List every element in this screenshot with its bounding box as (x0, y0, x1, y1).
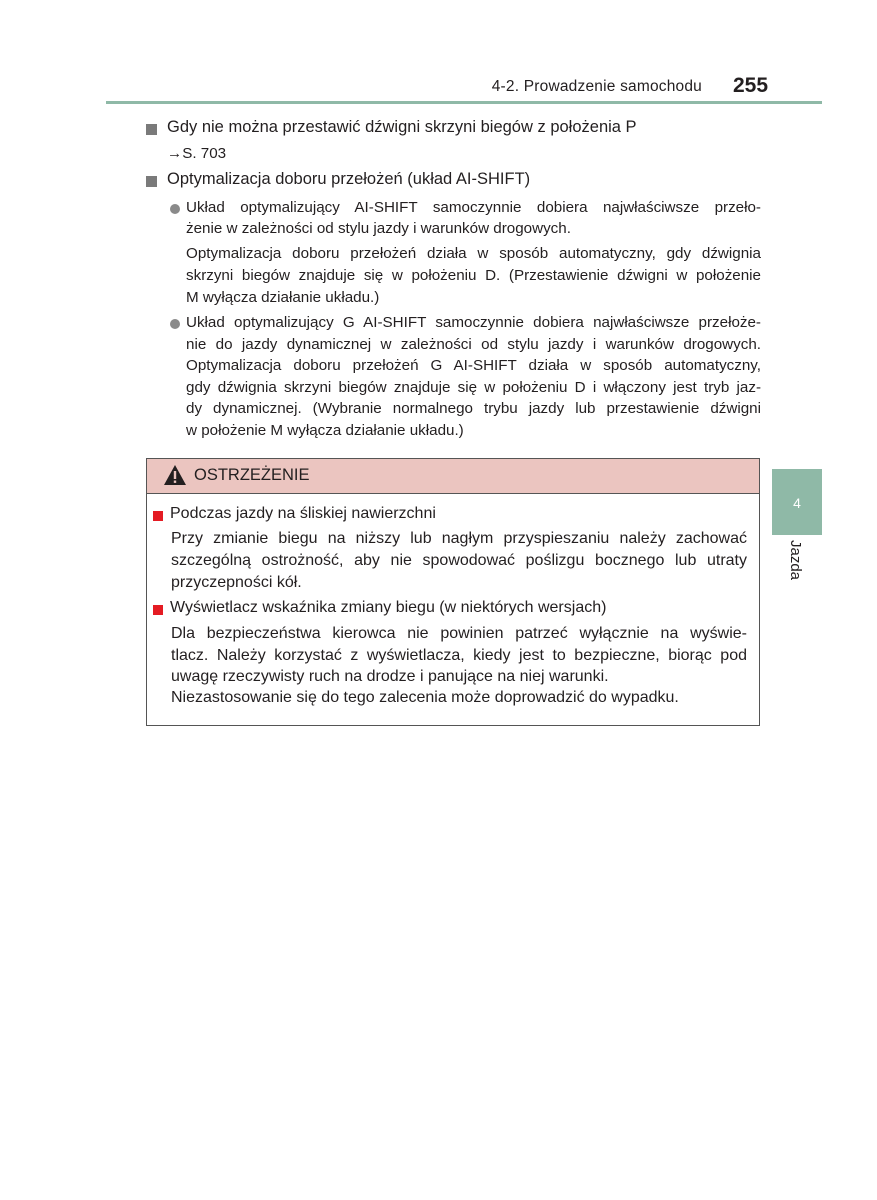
section-heading: Gdy nie można przestawić dźwigni skrzyni biegów z położenia P (167, 118, 637, 136)
warning-bullet-icon (153, 511, 163, 521)
warning-text-line: szczególną ostrożność, aby nie spowodować poślizgu bocznego lub utraty (171, 552, 747, 569)
chapter-number: 4 (793, 495, 801, 511)
paragraph-line: Optymalizacja doboru przełożeń G AI-SHIFT działa w sposób automatyczny, (186, 357, 761, 374)
paragraph-line: Układ optymalizujący AI-SHIFT samoczynnie dobiera najwłaściwsze przeło- (186, 199, 761, 216)
paragraph-line: w położenie M wyłącza działanie układu.) (186, 422, 464, 439)
chapter-tab (772, 469, 822, 535)
warning-bullet-icon (153, 605, 163, 615)
warning-text-line: tlacz. Należy korzystać z wyświetlacza, kiedy jest to bezpieczne, biorąc pod (171, 647, 747, 664)
header-divider (106, 101, 822, 104)
paragraph-line: Układ optymalizujący G AI-SHIFT samoczynnie dobiera najwłaściwsze przełoże- (186, 314, 761, 331)
paragraph-line: skrzyni biegów znajduje się w położeniu D. (Przestawienie dźwigni w położenie (186, 267, 761, 284)
paragraph-line: Optymalizacja doboru przełożeń działa w sposób automatyczny, gdy dźwignia (186, 245, 761, 262)
warning-title: OSTRZEŻENIE (194, 466, 310, 484)
chapter-label: Jazda (787, 540, 804, 581)
warning-item-heading: Wyświetlacz wskaźnika zmiany biegu (w niektórych wersjach) (170, 599, 607, 616)
warning-text-line: uwagę rzeczywisty ruch na drodze i panujące na niej warunki. (171, 668, 609, 685)
paragraph-line: gdy dźwignia skrzyni biegów znajduje się w położeniu D i włączony jest tryb jaz- (186, 379, 761, 396)
page-number: 255 (733, 74, 769, 97)
warning-triangle-icon (163, 464, 187, 486)
section-bullet-icon (146, 176, 157, 187)
section-bullet-icon (146, 124, 157, 135)
bullet-dot-icon (170, 319, 180, 329)
bullet-dot-icon (170, 204, 180, 214)
warning-text-line: Dla bezpieczeństwa kierowca nie powinien patrzeć wyłącznie na wyświe- (171, 625, 747, 642)
paragraph-line: żenie w zależności od stylu jazdy i warunków drogowych. (186, 220, 571, 237)
paragraph-line: nie do jazdy dynamicznej w zależności od stylu jazdy i warunków drogowych. (186, 336, 761, 353)
section-heading: Optymalizacja doboru przełożeń (układ AI-SHIFT) (167, 170, 531, 188)
warning-text-line: przyczepności kół. (171, 574, 302, 591)
paragraph-line: dy dynamicznej. (Wybranie normalnego trybu jazdy lub przestawienie dźwigni (186, 400, 761, 417)
warning-item-heading: Podczas jazdy na śliskiej nawierzchni (170, 505, 436, 522)
chapter-title: 4-2. Prowadzenie samochodu (491, 78, 702, 95)
warning-text-line: Niezastosowanie się do tego zalecenia może doprowadzić do wypadku. (171, 689, 679, 706)
paragraph-line: M wyłącza działanie układu.) (186, 289, 380, 306)
warning-header (147, 459, 759, 494)
page-reference: →S. 703 (167, 145, 227, 162)
warning-text-line: Przy zmianie biegu na niższy lub nagłym przyspieszaniu należy zachować (171, 530, 747, 547)
warning-box (146, 458, 760, 726)
